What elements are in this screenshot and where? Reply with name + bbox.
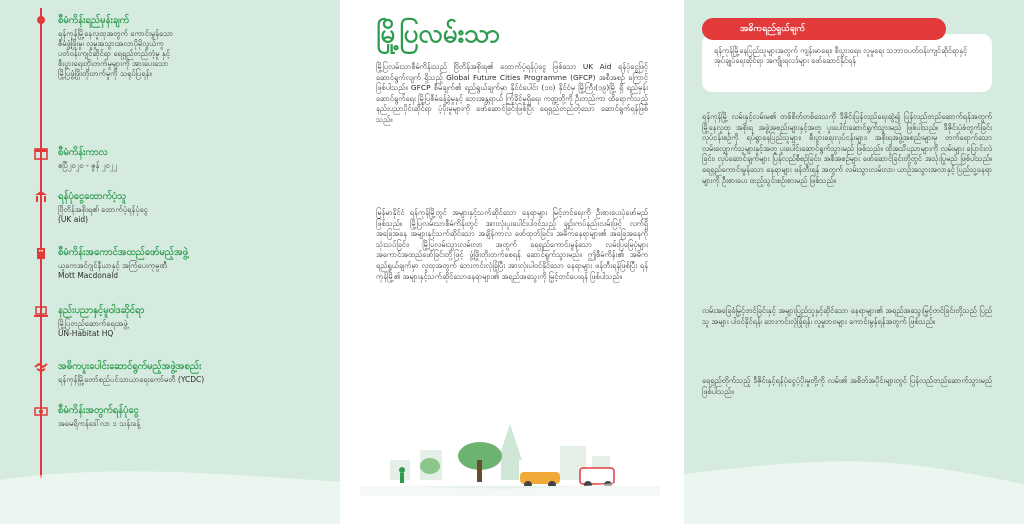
timeline-heading: ရန်ပုံငွေထောက်ပံ့သူ xyxy=(58,191,127,202)
money-icon xyxy=(34,404,48,418)
timeline-item-period xyxy=(58,146,328,171)
timeline-body: ရန်ကုန်မြို့နေလူထုအတွက် ကောင်းမွန်သော စီမံဖွံ့ဖြိုးမှု၊ လူမှုအသွားအလာပိုမိုလွယ်ကူ ပတ်ဝန်းကျင်ဆိုင်ရာ ရေရှည်တည်တံ့မှု နှင့် စီးပွားရေးတိုးတက်မှုများကို အားပေးသော မြို့ပြဖွံ့ဖြိုးတိုးတက်မှုကို သရုပ်ပြရန်။ xyxy=(58,29,174,78)
timeline-item-implementer xyxy=(58,246,328,281)
right-paragraph-2: လမ်းအခြေခံမြှင့်တင်ခြင်းနှင့် အများပြည်သူနှင့်ဆိုင်သော နေရာများ၏ အရည်အသွေးမြှင့်တင်ခြင်းတို့သည် ပြည်သူ အများ ပါဝင်နိုင်ရန်၊ ဘေးကင်းလုံခြုံရန်၊ လူမှုဘဝများ ကောင်းမွန်ရန်အတွက် ဖြစ်သည်။ xyxy=(702,306,992,326)
objective-badge: အဓိကရည်ရွယ်ချက် xyxy=(702,18,946,40)
page-title: မြို့ပြလမ်းသာ xyxy=(376,19,501,49)
bottom-wave-decoration xyxy=(0,440,1024,524)
building-icon xyxy=(34,246,48,260)
objective-text: ရန်ကုန်မြို့နေပြည်သူများအတွက် ကျန်းမာရေး၊ စီးပွားရေး၊ လူမှုရေး သဘာဝပတ်ဝန်းကျင်ဆိုင်ရာနှင့် အုပ်ချုပ်ရေးဆိုင်ရာ အကျိုးရလဒ်များ ဖော်ဆောင်နိုင်ရန် xyxy=(714,46,968,66)
timeline-body: ယူကေအင်ဂျင်နီယာနှင့် အကြံပေးကုမ္ပဏီ Mott Macdonald xyxy=(58,261,167,280)
timeline-item-technical xyxy=(58,304,328,339)
timeline-item-partner xyxy=(58,360,328,385)
objective-box xyxy=(702,34,992,92)
bank-icon xyxy=(34,190,48,204)
timeline-item-objective xyxy=(58,14,328,79)
timeline-heading: စီမံကိန်းအတွက်ရန်ပုံငွေ xyxy=(58,405,139,416)
right-paragraph-3: ရေရှည်တိုက်သည့် ဒီဇိုင်းနှင့်ရန်ပုံငွေပံ့ပိုးမှုတို့ကို လမ်း၏ အစိတ်အပိုင်းများတွင် ပြန်လည်တည်ဆောက်သွားမည် ဖြစ်ပါသည်။ xyxy=(702,376,992,396)
calendar-icon xyxy=(34,146,48,160)
laptop-icon xyxy=(34,304,48,318)
handshake-icon xyxy=(34,360,48,374)
timeline-body: ဧပြီ၂၀၂၀ - ဇွန် ၂၀၂၂ xyxy=(58,161,118,170)
timeline-body: အမေရိကန်ဒေါ်လာ ၁ သန်းခန့် xyxy=(58,419,141,428)
timeline-heading: စီမံကိန်းအကောင်အထည်ဖော်မည့်အဖွဲ့ xyxy=(58,247,189,258)
timeline-body: ဗြိတိန်အစိုးရ၏ ထောက်ပံ့ရန်ပုံငွေ (UK aid) xyxy=(58,205,148,224)
timeline-body: မြို့ပြတည်ဆောက်ရေးအဖွဲ့ UN-Habitat HQ xyxy=(58,319,128,338)
timeline-heading: စီမံကိန်းရည်မှန်းချက် xyxy=(58,15,129,26)
timeline-item-budget xyxy=(58,404,328,429)
timeline-heading: နည်းပညာနှင့်မူဝါဒဆိုင်ရာ xyxy=(58,305,145,316)
timeline-heading: အဓိကပူးပေါင်းဆောင်ရွက်မည့်အဖွဲ့အစည်း xyxy=(58,361,202,372)
timeline-heading: စီမံကိန်းကာလ xyxy=(58,147,108,158)
right-paragraph-1: ရန်ကုန်မြို့ လမ်းနှင့်လမ်းမ၏ တစ်စိတ်တစ်ဒေသကို ဒီဇိုင်းပြန်လည်ရေးဆွဲ၍ ပြန်လည်တည်ဆောက်ရန်အတွက် မြို့နေလူထု အစိုးရ အဖွဲ့အစည်းများနှင့်အတူ ပူးပေါင်းဆောင်ရွက်သွားမည် ဖြစ်ပါသည်။ ဒီဇိုင်းပုံစံတွက်ခြင်းလုပ်ငန်းစဉ်ကို ရပ်ရွာနေပြည်သူများ၊ စီးပွားရေးလုပ်ငန်းများ၊ အစိုးရအဖွဲ့အစည်းများမှ တက်ရောက်သော လမ်းလျှောက်သူများနှင့်အတူ ပူးပေါင်းဆောင်ရွက်သွားမည် ဖြစ်သည်။ ထိုအသိပညာများကို လမ်းများ ပြောင်းလဲခြင်း၊ လုပ်ဆောင်ချက်များ ပြန်လည်စီစဉ်ခြင်း၊ အစီအစဉ်များ ဖော်ဆောင်ခြင်းတို့တွင် အသုံးပြုမည် ဖြစ်ပါသည်။ ရေရှည်ကောင်းမွန်သော နေရာများ ဖန်တီးရန် အတွက် လမ်းသွားလမ်းလာ၊ ယာဉ်အသွားအလာနှင့် ပြည်သူ့နေရာများကို ဦးစားပေး ထည့်သွင်းစဉ်းစားမည် ဖြစ်သည်။ xyxy=(702,112,992,185)
timeline-item-funder xyxy=(58,190,328,225)
description-paragraph: မြန်မာနိုင်ငံ ရန်ကုန်မြို့တွင် အများနှင့်သက်ဆိုင်သော နေရာများ မြင့်တင်ရေးကို ဦးစားပေးပုံဖော်မည် ဖြစ်သည်။ မြို့ပြလမ်းသာစီမံကိန်းတွင် အားလုံးပူးပေါင်းပါဝင်သည့် ချဉ်းကပ်နည်းလမ်းဖြင့် လက်ရှိအခြေအနေ အများနှင့်သက်ဆိုင်သော အချိန်ကာလ ဖော်ထုတ်ခြင်း၊ အဓိကနေရာများ၏ အခြေအနေကို သုံးသပ်ခြင်း၊ မြို့ပြလမ်းသွားလမ်းလာ အတွက် ရေရှည်ကောင်းမွန်သော လမ်းပြမြေပုံများ အကောင်အထည်ဖော်ခြင်းတို့ဖြင့် ဖွံ့ဖြိုးတိုးတက်စေရန် ဆောင်ရွက်သွားမည်။ ဤစီမံကိန်း၏ အဓိကရည်ရွယ်ချက်မှာ လူထုအတွက် ဘေးကင်းလုံခြုံပြီး အားလုံးပါဝင်နိုင်သော နေရာများ ဖန်တီးရန်ဖြစ်ပြီး ရန်ကုန်မြို့၏ အများနှင့်သက်ဆိုင်သောနေရာများ၏ အရည်အသွေးကို မြှင့်တင်ပေးရန် ဖြစ်ပါသည်။ xyxy=(376,208,648,281)
intro-paragraph: မြို့ပြလမ်းသာစီမံကိန်းသည် ဗြိတိန်အစိုးရ၏ ထောက်ပံ့ရန်ပုံငွေ ဖြစ်သော UK Aid ရန်ပုံငွေဖြင့် ဆောင်ရွက်လျက် ရှိသည့် Global Future Cities Programme (GFCP) အစီအစဉ် ကြောင့် ဖြစ်ပါသည်။ GFCP စီမံချက်၏ ရည်ရွယ်ချက်မှာ နိုင်ငံပေါင်း (၁၀) နိုင်ငံမှ မြို့ကြီး(၁၉)မြို့ ရှိ ရည်မှန်းဆောင်ရွက်ရေး မြို့ပြစီမံခန့်ခွဲမှုနှင့် ဘေးအန္တရာယ် ကြံ့ခိုင်မှုရှိရေး ကဏ္ဍတို့ကို ဦးတည်ကာ ထိရောက်သည့် နည်းပညာပိုင်းဆိုင်ရာ ပံ့ပိုးမှုများကို ဖော်ဆောင်ခြင်းဖြစ်ပြီး ရေရှည်တည်တံ့သော ဆောင်ရွက်ရန်ဖြစ်သည်။ xyxy=(376,62,648,124)
timeline-body: ရန်ကုန်မြို့တော်စည်ပင်သာယာရေးကော်မတီ (YCDC) xyxy=(58,375,205,384)
pin-icon xyxy=(34,14,48,28)
